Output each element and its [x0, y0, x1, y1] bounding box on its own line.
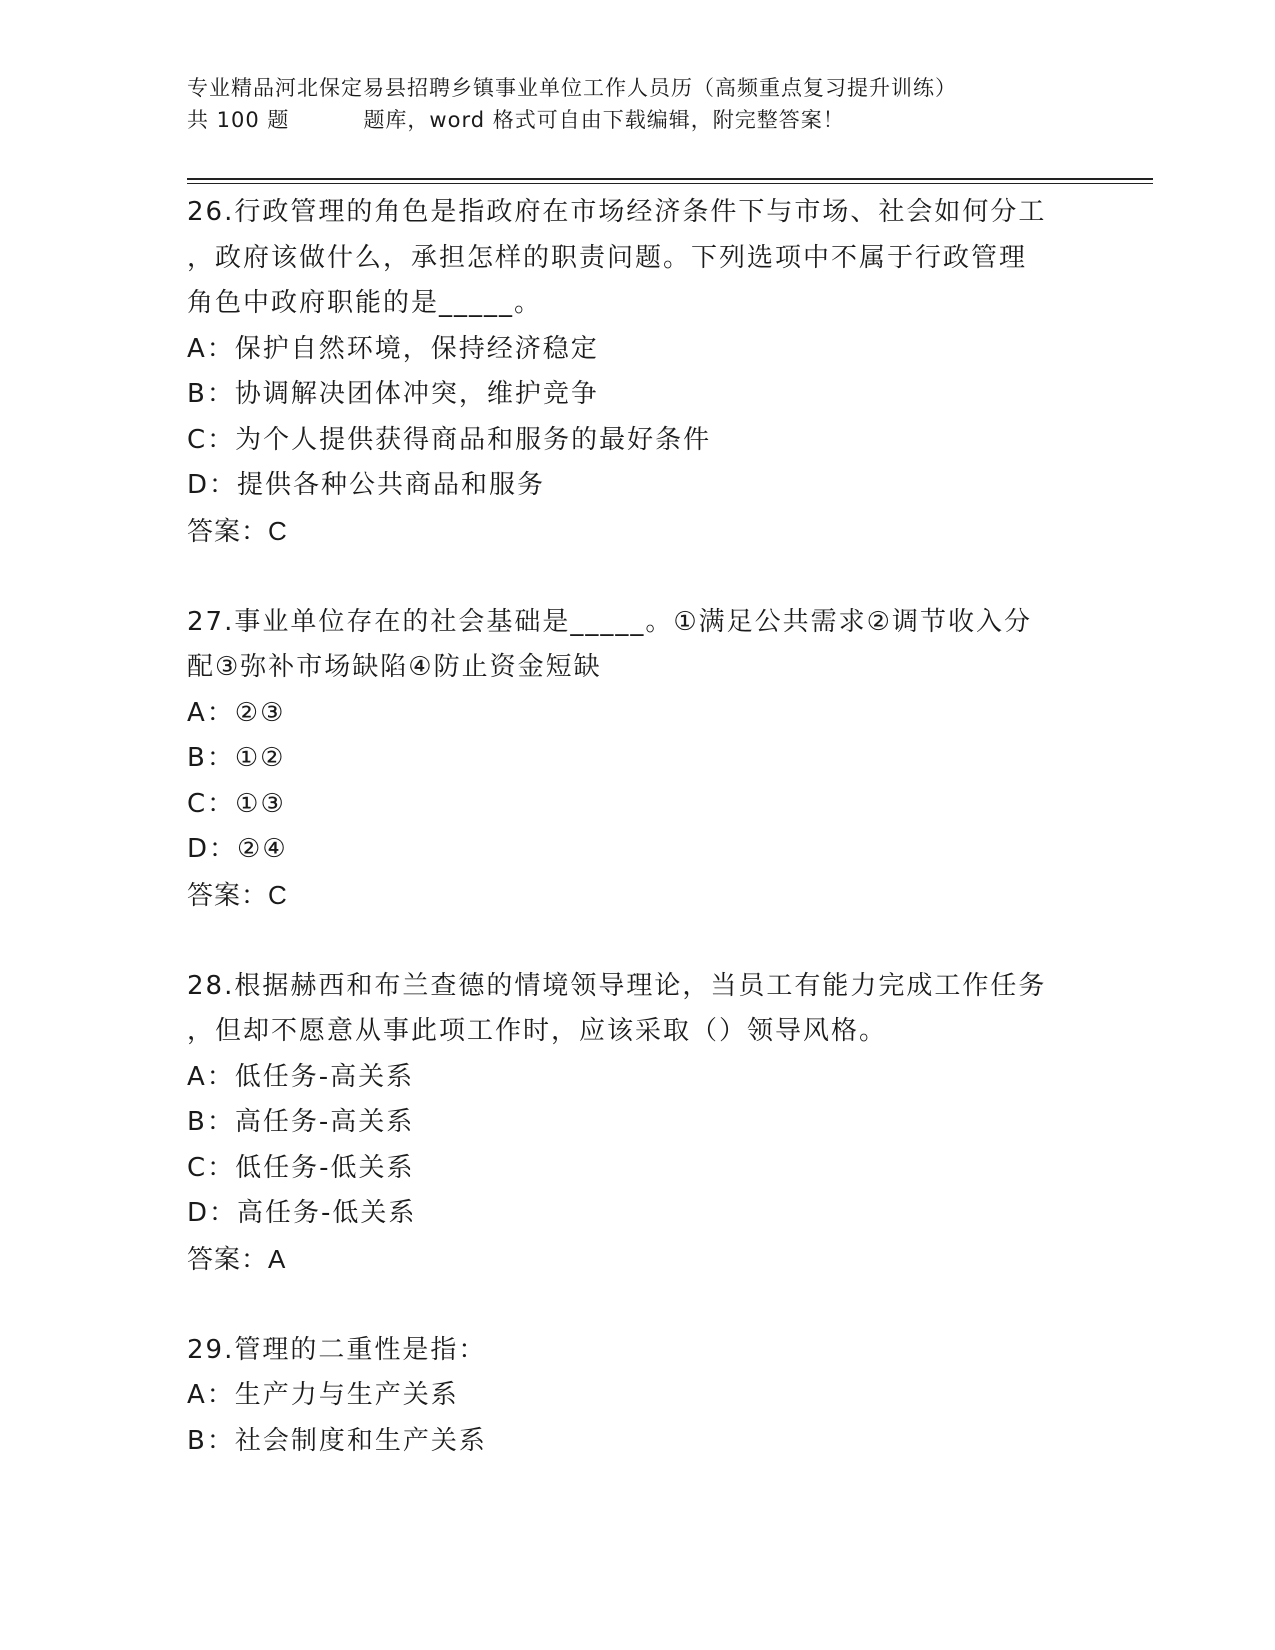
- document-header: [187, 72, 1147, 136]
- option-a: A：②③: [187, 697, 286, 728]
- question-item: [187, 190, 1087, 554]
- question-stem: [187, 190, 1087, 327]
- question-item: [187, 600, 1087, 919]
- question-stem: [187, 600, 1087, 691]
- answer-line: 答案：C: [187, 515, 288, 546]
- option-a: A：低任务-高关系: [187, 1061, 415, 1092]
- option-c: C：为个人提供获得商品和服务的最好条件: [187, 424, 712, 455]
- option-a: A：保护自然环境，保持经济稳定: [187, 333, 599, 364]
- answer-line: 答案：A: [187, 1243, 287, 1274]
- question-stem-line: 26.行政管理的角色是指政府在市场经济条件下与市场、社会如何分工: [187, 197, 1047, 227]
- question-stem-line: ，但却不愿意从事此项工作时，应该采取（）领导风格。: [187, 1016, 888, 1046]
- question-stem-line: 28.根据赫西和布兰查德的情境领导理论，当员工有能力完成工作任务: [187, 970, 1047, 1001]
- option-d: D：高任务-低关系: [187, 1198, 417, 1228]
- question-stem-line: 角色中政府职能的是_____。: [187, 288, 543, 318]
- question-stem: [187, 1328, 1087, 1374]
- question-stem: [187, 964, 1087, 1055]
- question-stem-line: ，政府该做什么，承担怎样的职责问题。下列选项中不属于行政管理: [187, 242, 1028, 273]
- option-b: B：高任务-高关系: [187, 1107, 415, 1137]
- header-subtitle-line: [187, 104, 1147, 136]
- option-b: B：协调解决团体冲突，维护竞争: [187, 379, 599, 409]
- header-description: 题库，word 格式可自由下载编辑，附完整答案！: [363, 108, 845, 132]
- option-b: B：社会制度和生产关系: [187, 1425, 487, 1456]
- header-divider-thin: [187, 183, 1153, 184]
- option-c: C：低任务-低关系: [187, 1152, 415, 1183]
- question-stem-line: 27.事业单位存在的社会基础是_____。①满足公共需求②调节收入分: [187, 606, 1032, 637]
- option-b: B：①②: [187, 743, 286, 773]
- header-question-count: 共 100 题: [187, 108, 290, 132]
- option-a: A：生产力与生产关系: [187, 1380, 459, 1410]
- question-item: [187, 1328, 1087, 1465]
- question-stem-line: 配③弥补市场缺陷④防止资金短缺: [187, 652, 602, 682]
- question-stem-line: 29.管理的二重性是指：: [187, 1334, 487, 1365]
- option-c: C：①③: [187, 788, 286, 819]
- option-d: D：提供各种公共商品和服务: [187, 470, 546, 500]
- question-list: [187, 190, 1087, 1464]
- option-d: D：②④: [187, 834, 288, 864]
- answer-line: 答案：C: [187, 879, 288, 910]
- header-title-line: 专业精品河北保定易县招聘乡镇事业单位工作人员历（高频重点复习提升训练）: [187, 76, 957, 100]
- header-divider-thick: [187, 178, 1153, 180]
- question-item: [187, 964, 1087, 1283]
